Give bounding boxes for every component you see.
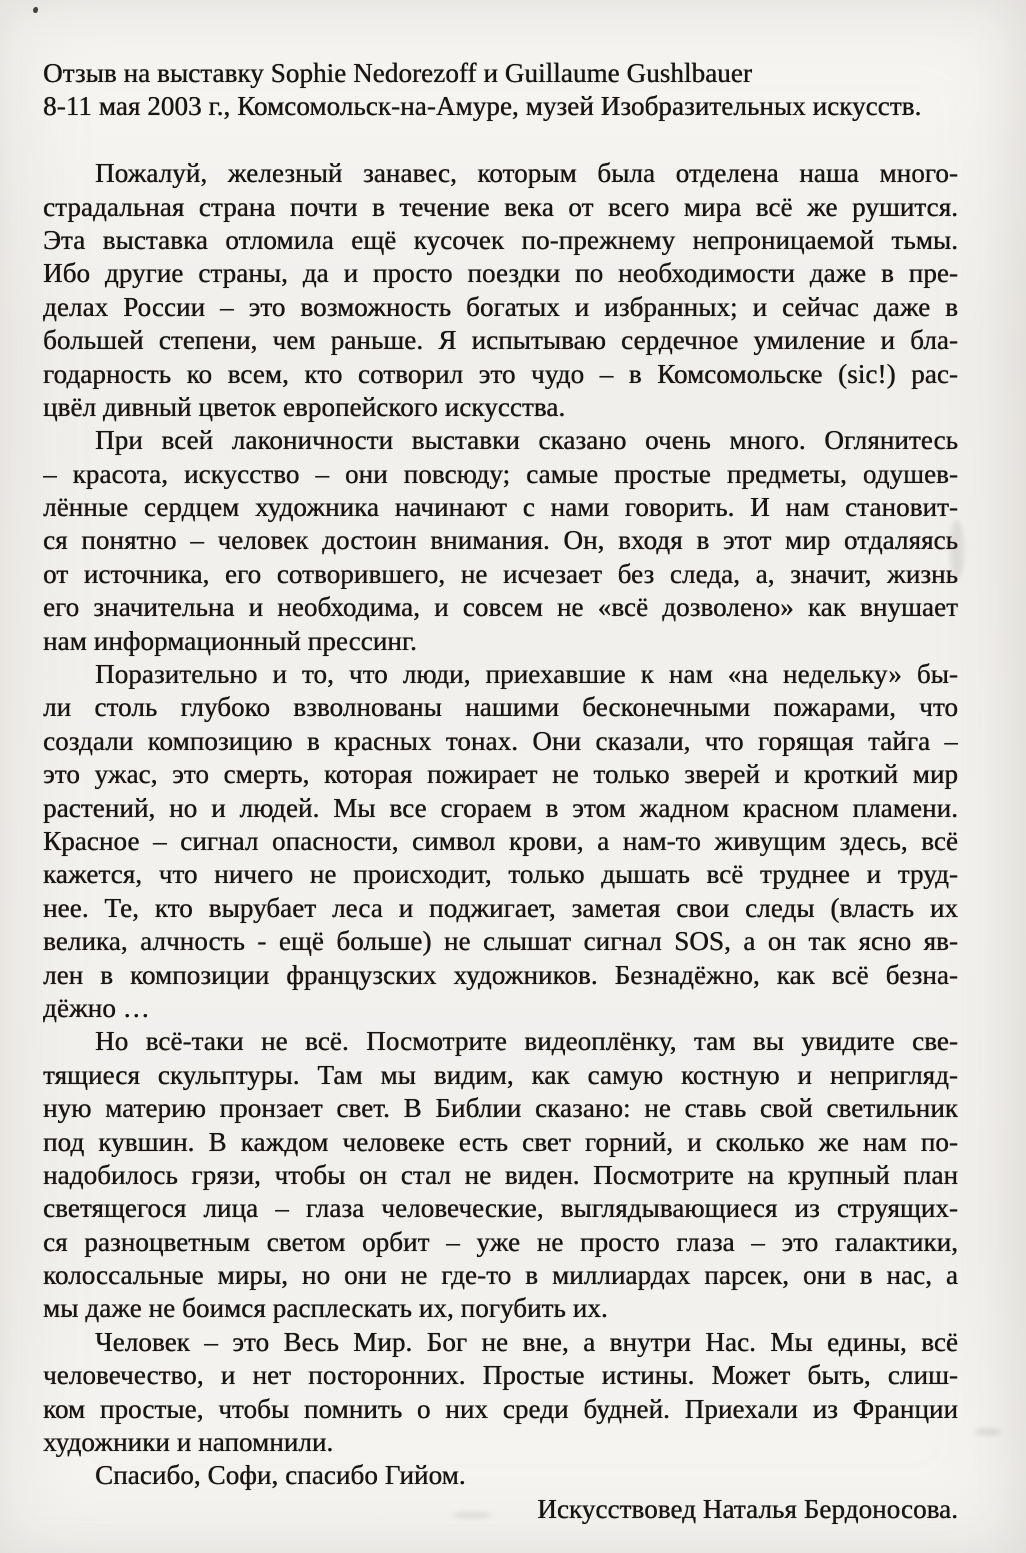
text-line: Человек – это Весь Мир. Бог не вне, а внутри Нас. Мы едины, всё (95, 1326, 958, 1357)
text-line: Эта выставка отломила ещё кусочек по-прежнему непроницаемой тьмы. (43, 224, 958, 255)
text-line: ную материю пронзает свет. В Библии сказано: не ставь свой светильник (43, 1093, 958, 1124)
text-line: тящиеся скульптуры. Там мы видим, как самую костную и непригляд- (43, 1059, 958, 1090)
text-line: ком простые, чтобы помнить о них среди будней. Приехали из Франции (43, 1393, 958, 1424)
text-line: его значительна и необходима, и совсем не «всё дозволено» как внушает (43, 592, 958, 623)
text-line: мы даже не боимся расплескать их, погубить их. (43, 1293, 608, 1324)
text-line: цвёл дивный цветок европейского искусства. (43, 391, 566, 422)
text-line: человечество, и нет посторонних. Простые истины. Может быть, слиш- (43, 1360, 958, 1391)
document-body (43, 57, 958, 1526)
text-line: Спасибо, Софи, спасибо Гийом. (95, 1460, 466, 1491)
text-line: годарность ко всем, кто сотворил это чудо – в Комсомольске (sic!) рас- (43, 358, 958, 389)
text-line: под кувшин. В каждом человеке есть свет горний, и сколько же нам по- (43, 1126, 958, 1157)
text-line: дёжно … (43, 992, 150, 1023)
document-subtitle-line: 8-11 мая 2003 г., Комсомольск-на-Амуре, музей Изобразительных искусств. (43, 91, 922, 122)
text-line: При всей лаконичности выставки сказано очень много. Оглянитесь (95, 425, 958, 456)
scan-smudge (975, 1428, 1001, 1436)
text-line: ся разноцветным светом орбит – уже не просто глаза – это галактики, (43, 1226, 958, 1257)
text-line: нее. Те, кто вырубает леса и поджигает, заметая свои следы (власть их (43, 892, 958, 923)
text-line: нам информационный прессинг. (43, 625, 417, 656)
scan-speck (33, 7, 38, 13)
text-line: лённые сердцем художника начинают с нами говорить. И нам становит- (43, 492, 958, 523)
document-title-line: Отзыв на выставку Sophie Nedorezoff и Guillaume Gushlbauer (43, 58, 752, 88)
text-line: – красота, искусство – они повсюду; самые простые предметы, одушев- (43, 458, 958, 489)
text-line: создали композицию в красных тонах. Они сказали, что горящая тайга – (43, 725, 958, 756)
text-line: ся понятно – человек достоин внимания. Он, входя в этот мир отдаляясь (43, 525, 958, 556)
text-line: лен в композиции французских художников. Безнадёжно, как всё безна- (43, 959, 958, 990)
text-line: Красное – сигнал опасности, символ крови, а нам-то живущим здесь, всё (43, 825, 958, 856)
text-line: Ибо другие страны, да и просто поездки по необходимости даже в пре- (43, 258, 958, 289)
text-line: кажется, что ничего не происходит, только дышать всё труднее и труд- (43, 859, 958, 890)
text-line: надобилось грязи, чтобы он стал не виден. Посмотрите на крупный план (43, 1159, 958, 1190)
text-line: художники и напомнили. (43, 1427, 334, 1458)
text-line: это ужас, это смерть, которая пожирает не только зверей и кроткий мир (43, 759, 958, 790)
text-line: большей степени, чем раньше. Я испытываю сердечное умиление и бла- (43, 325, 958, 356)
text-line: страдальная страна почти в течение века от всего мира всё же рушится. (43, 191, 958, 222)
blank-line (43, 124, 958, 157)
paragraphs (43, 157, 958, 1493)
text-line: велика, алчность - ещё больше) не слышат сигнал SOS, а он так ясно яв- (43, 926, 958, 957)
text-line: светящегося лица – глаза человеческие, выглядывающиеся из струящих- (43, 1193, 958, 1224)
text-line: Поразительно и то, что люди, приехавшие к нам «на недельку» бы- (95, 659, 958, 690)
text-line: колоссальные миры, но они не где-то в миллиардах парсек, они в нас, а (43, 1260, 958, 1291)
text-line: растений, но и людей. Мы все сгораем в этом жадном красном пламени. (43, 792, 958, 823)
text-line: от источника, его сотворившего, не исчезает без следа, а, значит, жизнь (43, 558, 958, 589)
text-line: Пожалуй, железный занавес, которым была отделена наша много- (95, 158, 958, 189)
text-line: делах России – это возможность богатых и избранных; и сейчас даже в (43, 291, 958, 322)
text-line: ли столь глубоко взволнованы нашими бесконечными пожарами, что (43, 692, 958, 723)
signature-line: Искусствовед Наталья Бердоносова. (537, 1493, 958, 1524)
text-line: Но всё-таки не всё. Посмотрите видеоплёнку, там вы увидите све- (95, 1026, 958, 1057)
